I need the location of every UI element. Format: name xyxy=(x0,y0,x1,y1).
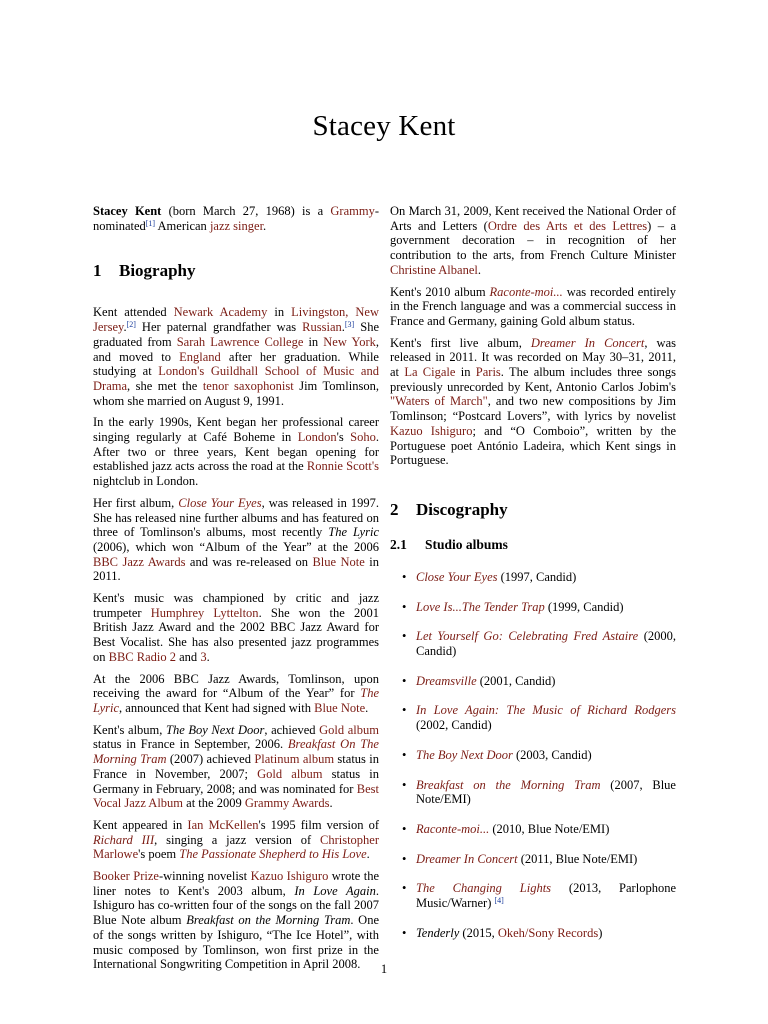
link-christine-albanel[interactable]: Christine Albanel xyxy=(390,262,478,277)
intro-paragraph: Stacey Kent (born March 27, 1968) is a Grammy-nominated[1] American jazz singer. xyxy=(93,204,379,233)
link-kazuo-ishiguro-2[interactable]: Kazuo Ishiguro xyxy=(390,423,473,438)
link-ronnie-scotts[interactable]: Ronnie Scott's xyxy=(306,459,379,474)
right-paragraph-1: On March 31, 2009, Kent received the National Order of Arts and Letters (Ordre des Arts et des Lettres) – a government decoration – in recognition of her contribution to the arts, from French Culture Minister Christine Albanel. xyxy=(390,204,676,277)
link-breakfast-on-the-morning-tram[interactable]: Breakfast On The Morning Tram xyxy=(93,737,379,767)
list-item: • Dreamer In Concert (2011, Blue Note/EMI) xyxy=(402,851,638,866)
list-item: • In Love Again: The Music of Richard Rodgers (2002, Candid) xyxy=(402,703,676,733)
link-bbc-jazz-awards[interactable]: BBC Jazz Awards xyxy=(93,554,186,569)
link-dreamer-in-concert[interactable]: Dreamer In Concert xyxy=(530,335,645,350)
link-soho[interactable]: Soho xyxy=(350,430,376,445)
subsection-heading-studio-albums: 2.1 Studio albums xyxy=(390,536,508,552)
reference-4[interactable]: [4] xyxy=(494,896,504,906)
link-tenor-saxophonist[interactable]: tenor saxophonist xyxy=(202,378,294,393)
list-item: • The Changing Lights (2013, Parlophone Music/Warner) [4] xyxy=(402,881,676,911)
link-ian-mckellen[interactable]: Ian McKellen xyxy=(187,817,259,832)
link-booker-prize[interactable]: Booker Prize xyxy=(93,869,159,884)
section-heading-biography: 1 Biography xyxy=(93,261,196,281)
list-item: • The Boy Next Door (2003, Candid) xyxy=(402,747,592,762)
link-grammy-awards[interactable]: Grammy Awards xyxy=(244,796,330,811)
list-item: • Tenderly (2015, Okeh/Sony Records) xyxy=(402,925,603,940)
link-richard-iii[interactable]: Richard III xyxy=(93,832,155,847)
page-number: 1 xyxy=(380,962,388,976)
link-newark-academy[interactable]: Newark Academy xyxy=(173,305,268,320)
right-column xyxy=(390,204,676,956)
subject-name: Stacey Kent xyxy=(93,204,162,218)
biography-paragraph-5: At the 2006 BBC Jazz Awards, Tomlinson, upon receiving the award for “Album of the Year” for The Lyric, announced that Kent had signed with Blue Note. xyxy=(93,671,379,715)
reference-3[interactable]: [3] xyxy=(344,320,355,330)
link-paris[interactable]: Paris xyxy=(475,365,501,380)
biography-paragraph-2: In the early 1990s, Kent began her professional career singing regularly at Café Boheme in London's Soho. After two or three years, Kent began opening for established jazz acts across the road at the Ronnie Scott's nightclub in London. xyxy=(93,415,379,489)
list-item: • Close Your Eyes (1997, Candid) xyxy=(402,569,577,584)
album-link[interactable]: The Changing Lights xyxy=(416,881,552,896)
biography-paragraph-3: Her first album, Close Your Eyes, was released in 1997. She has released nine further albums and has featured on three of Tomlinson's albums, most recently The Lyric (2006), which won “Album of the Year” at the 2006 BBC Jazz Awards and was re-released on Blue Note in 2011. xyxy=(93,495,379,584)
left-column xyxy=(93,204,379,979)
right-paragraph-3: Kent's first live album, Dreamer In Concert, was released in 2011. It was recorded on May 30–31, 2011, at La Cigale in Paris. The album includes three songs previously unrecorded by Kent, Antonio Carlos Jobim's "Waters of March", and two new compositions by Jim Tomlinson; “Postcard Lovers”, with lyrics by novelist Kazuo Ishiguro; and “O Comboio”, written by the Portuguese poet António Ladeira, which Kent sings in Portuguese. xyxy=(390,335,676,468)
album-link[interactable]: Breakfast on the Morning Tram xyxy=(416,777,601,792)
list-item: • Dreamsville (2001, Candid) xyxy=(402,673,556,688)
list-item: • Love Is...The Tender Trap (1999, Candid) xyxy=(402,599,624,614)
link-close-your-eyes[interactable]: Close Your Eyes xyxy=(178,495,262,510)
list-item: • Breakfast on the Morning Tram (2007, Blue Note/EMI) xyxy=(402,777,676,807)
reference-1[interactable]: [1] xyxy=(145,218,156,228)
page-title: Stacey Kent xyxy=(312,110,456,142)
link-christopher-marlowe[interactable]: Christopher Marlowe xyxy=(93,832,380,862)
album-link[interactable]: Close Your Eyes xyxy=(416,569,498,584)
studio-albums-list xyxy=(390,570,676,941)
reference-2[interactable]: [2] xyxy=(126,320,136,330)
album-link[interactable]: Dreamer In Concert xyxy=(416,851,518,866)
link-new-york[interactable]: New York xyxy=(323,334,376,349)
link-gold-album-2[interactable]: Gold album xyxy=(257,766,323,781)
album-link[interactable]: In Love Again: The Music of Richard Rodgers xyxy=(416,703,676,718)
link-humphrey-lyttelton[interactable]: Humphrey Lyttelton xyxy=(150,605,259,620)
link-the-lyric[interactable]: The Lyric xyxy=(93,686,379,715)
link-jazz-singer[interactable]: jazz singer xyxy=(209,218,264,233)
link-sarah-lawrence[interactable]: Sarah Lawrence College xyxy=(176,334,304,349)
link-raconte-moi[interactable]: Raconte-moi... xyxy=(489,284,563,299)
link-gold-album[interactable]: Gold album xyxy=(319,722,379,737)
biography-paragraph-1: Kent attended Newark Academy in Livingston, New Jersey.[2] Her paternal grandfather was Russian.[3] She graduated from Sarah Lawrence College in New York, and moved to England after her graduation. While studying at London's Guildhall School of Music and Drama, she met the tenor saxophonist Jim Tomlinson, whom she married on August 9, 1991. xyxy=(93,305,380,408)
biography-paragraph-8: Booker Prize-winning novelist Kazuo Ishiguro wrote the liner notes to Kent's 2003 album, In Love Again. Ishiguro has co-written four of the songs on the fall 2007 Blue Note album Breakfast on the Morning Tram. One of the songs written by Ishiguro, “The Ice Hotel”, with music composed by Tomlinson, won first prize in the International Songwriting Competition in April 2008. xyxy=(93,869,379,972)
link-russian[interactable]: Russian xyxy=(302,320,342,335)
link-ordre-des-arts[interactable]: Ordre des Arts et des Lettres xyxy=(487,218,648,233)
list-item: • Let Yourself Go: Celebrating Fred Astaire (2000, Candid) xyxy=(402,629,676,659)
link-bbc-radio-2[interactable]: BBC Radio 2 xyxy=(108,649,176,664)
link-radio-3[interactable]: 3 xyxy=(200,649,207,664)
link-passionate-shepherd[interactable]: The Passionate Shepherd to His Love xyxy=(179,847,367,862)
link-livingston[interactable]: Livingston, New Jersey xyxy=(93,305,379,335)
right-paragraph-2: Kent's 2010 album Raconte-moi... was recorded entirely in the French language and was a commercial success in France and Germany, gaining Gold album status. xyxy=(390,284,676,328)
link-england[interactable]: England xyxy=(179,349,221,364)
link-waters-of-march[interactable]: "Waters of March" xyxy=(390,394,488,409)
link-platinum-album[interactable]: Platinum album xyxy=(254,752,335,767)
album-link[interactable]: Let Yourself Go: Celebrating Fred Astaire xyxy=(416,629,639,644)
link-london[interactable]: London xyxy=(297,430,337,445)
album-link[interactable]: The Boy Next Door xyxy=(416,747,513,762)
biography-paragraph-6: Kent's album, The Boy Next Door, achieved Gold album status in France in September, 2006. Breakfast On The Morning Tram (2007) achieved Platinum album status in France in November, 2007; Gold album status in Germany in February, 2008; and was nominated for Best Vocal Jazz Album at the 2009 Grammy Awards. xyxy=(93,722,379,811)
link-blue-note[interactable]: Blue Note xyxy=(312,554,365,569)
link-okeh-sony[interactable]: Okeh/Sony Records xyxy=(497,925,599,940)
album-link[interactable]: Dreamsville xyxy=(416,673,477,688)
list-item: • Raconte-moi... (2010, Blue Note/EMI) xyxy=(402,821,610,836)
link-kazuo-ishiguro[interactable]: Kazuo Ishiguro xyxy=(250,869,329,884)
link-la-cigale[interactable]: La Cigale xyxy=(404,365,456,380)
link-best-vocal-jazz-album[interactable]: Best Vocal Jazz Album xyxy=(93,781,379,811)
section-heading-discography: 2 Discography xyxy=(390,499,508,519)
album-link[interactable]: Love Is...The Tender Trap xyxy=(416,599,545,614)
link-grammy[interactable]: Grammy xyxy=(330,204,375,218)
link-guildhall[interactable]: London's Guildhall School of Music and Drama xyxy=(93,364,379,393)
link-blue-note-2[interactable]: Blue Note xyxy=(314,700,366,715)
album-link[interactable]: Raconte-moi... xyxy=(416,821,490,836)
biography-paragraph-4: Kent's music was championed by critic and jazz trumpeter Humphrey Lyttelton. She won the 2001 British Jazz Award and the 2002 BBC Jazz Award for Best Vocalist. She has also presented jazz programmes on BBC Radio 2 and 3. xyxy=(93,591,379,664)
biography-paragraph-7: Kent appeared in Ian McKellen's 1995 film version of Richard III, singing a jazz version of Christopher Marlowe's poem The Passionate Shepherd to His Love. xyxy=(93,817,380,862)
